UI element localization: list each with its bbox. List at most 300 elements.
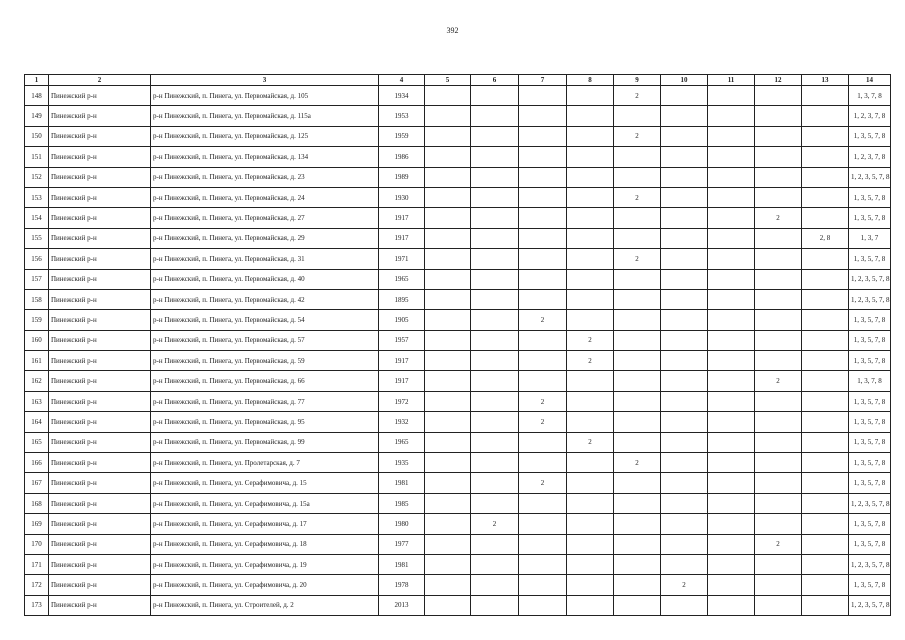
table-row (25, 86, 891, 106)
col14-cell: 1, 3, 5, 7, 8 (849, 208, 891, 228)
district-cell: Пинежский р-н (49, 187, 151, 207)
row-number: 152 (25, 167, 49, 187)
col13-cell: 2, 8 (802, 228, 849, 248)
col12-cell (755, 147, 802, 167)
col8-cell (567, 453, 614, 473)
col9-cell (614, 493, 661, 513)
row-number: 173 (25, 595, 49, 615)
col7-cell (519, 595, 567, 615)
district-cell: Пинежский р-н (49, 432, 151, 452)
column-header-6: 6 (471, 75, 519, 86)
col9-cell (614, 330, 661, 350)
col9-cell (614, 371, 661, 391)
row-number: 157 (25, 269, 49, 289)
col9-cell (614, 575, 661, 595)
col5-cell (425, 473, 471, 493)
address-cell: р-н Пинежский, п. Пинега, ул. Первомайская, д. 29 (151, 228, 379, 248)
address-cell: р-н Пинежский, п. Пинега, ул. Первомайская, д. 66 (151, 371, 379, 391)
col13-cell (802, 187, 849, 207)
col5-cell (425, 249, 471, 269)
col13-cell (802, 432, 849, 452)
col13-cell (802, 493, 849, 513)
col13-cell (802, 453, 849, 473)
col10-cell (661, 289, 708, 309)
col12-cell (755, 595, 802, 615)
col10-cell (661, 249, 708, 269)
col12-cell (755, 167, 802, 187)
row-number: 155 (25, 228, 49, 248)
col14-cell: 1, 3, 7 (849, 228, 891, 248)
col7-cell (519, 167, 567, 187)
col11-cell (708, 554, 755, 574)
col10-cell (661, 269, 708, 289)
col5-cell (425, 310, 471, 330)
column-header-12: 12 (755, 75, 802, 86)
district-cell: Пинежский р-н (49, 269, 151, 289)
district-cell: Пинежский р-н (49, 228, 151, 248)
table-row (25, 147, 891, 167)
col12-cell (755, 514, 802, 534)
col14-cell: 1, 2, 3, 5, 7, 8 (849, 595, 891, 615)
year-cell: 1917 (379, 351, 425, 371)
col5-cell (425, 228, 471, 248)
address-cell: р-н Пинежский, п. Пинега, ул. Первомайская, д. 134 (151, 147, 379, 167)
col14-cell: 1, 3, 5, 7, 8 (849, 575, 891, 595)
col8-cell (567, 289, 614, 309)
col12-cell: 2 (755, 208, 802, 228)
col10-cell (661, 473, 708, 493)
year-cell: 1965 (379, 432, 425, 452)
col13-cell (802, 595, 849, 615)
table-row (25, 289, 891, 309)
col8-cell (567, 514, 614, 534)
column-header-10: 10 (661, 75, 708, 86)
column-header-14: 14 (849, 75, 891, 86)
col9-cell: 2 (614, 126, 661, 146)
row-number: 167 (25, 473, 49, 493)
col7-cell (519, 371, 567, 391)
col13-cell (802, 310, 849, 330)
year-cell: 1917 (379, 208, 425, 228)
row-number: 148 (25, 86, 49, 106)
district-cell: Пинежский р-н (49, 167, 151, 187)
address-cell: р-н Пинежский, п. Пинега, ул. Первомайская, д. 40 (151, 269, 379, 289)
col12-cell (755, 187, 802, 207)
row-number: 165 (25, 432, 49, 452)
year-cell: 1977 (379, 534, 425, 554)
col6-cell (471, 412, 519, 432)
column-header-3: 3 (151, 75, 379, 86)
col9-cell (614, 147, 661, 167)
col14-cell: 1, 3, 5, 7, 8 (849, 514, 891, 534)
col10-cell (661, 106, 708, 126)
row-number: 160 (25, 330, 49, 350)
table-row (25, 514, 891, 534)
district-cell: Пинежский р-н (49, 412, 151, 432)
col14-cell: 1, 2, 3, 5, 7, 8 (849, 269, 891, 289)
year-cell: 2013 (379, 595, 425, 615)
col6-cell (471, 187, 519, 207)
col12-cell (755, 554, 802, 574)
row-number: 162 (25, 371, 49, 391)
table-row (25, 187, 891, 207)
table-row (25, 208, 891, 228)
table-row (25, 534, 891, 554)
col11-cell (708, 534, 755, 554)
col5-cell (425, 371, 471, 391)
district-cell: Пинежский р-н (49, 514, 151, 534)
year-cell: 1917 (379, 228, 425, 248)
row-number: 169 (25, 514, 49, 534)
table-row (25, 473, 891, 493)
address-cell: р-н Пинежский, п. Пинега, ул. Серафимовича, д. 18 (151, 534, 379, 554)
table-row (25, 493, 891, 513)
col5-cell (425, 514, 471, 534)
year-cell: 1934 (379, 86, 425, 106)
col9-cell (614, 554, 661, 574)
col14-cell: 1, 3, 5, 7, 8 (849, 187, 891, 207)
col11-cell (708, 473, 755, 493)
table-row (25, 269, 891, 289)
col7-cell (519, 289, 567, 309)
address-cell: р-н Пинежский, п. Пинега, ул. Первомайская, д. 57 (151, 330, 379, 350)
address-cell: р-н Пинежский, п. Пинега, ул. Серафимовича, д. 19 (151, 554, 379, 574)
col10-cell (661, 86, 708, 106)
col8-cell (567, 269, 614, 289)
col10-cell (661, 330, 708, 350)
col9-cell (614, 391, 661, 411)
table-body (25, 86, 891, 616)
table-row (25, 554, 891, 574)
row-number: 158 (25, 289, 49, 309)
col11-cell (708, 208, 755, 228)
address-cell: р-н Пинежский, п. Пинега, ул. Серафимовича, д. 15а (151, 493, 379, 513)
col8-cell (567, 575, 614, 595)
col7-cell (519, 554, 567, 574)
column-header-5: 5 (425, 75, 471, 86)
year-cell: 1953 (379, 106, 425, 126)
col8-cell (567, 86, 614, 106)
col7-cell (519, 187, 567, 207)
col12-cell (755, 228, 802, 248)
year-cell: 1989 (379, 167, 425, 187)
col6-cell (471, 86, 519, 106)
col13-cell (802, 167, 849, 187)
col12-cell (755, 391, 802, 411)
col8-cell (567, 310, 614, 330)
col11-cell (708, 269, 755, 289)
col10-cell (661, 493, 708, 513)
col8-cell (567, 147, 614, 167)
col5-cell (425, 330, 471, 350)
table-row (25, 575, 891, 595)
col14-cell: 1, 3, 5, 7, 8 (849, 126, 891, 146)
row-number: 168 (25, 493, 49, 513)
col11-cell (708, 453, 755, 473)
col12-cell (755, 432, 802, 452)
district-cell: Пинежский р-н (49, 147, 151, 167)
col6-cell (471, 147, 519, 167)
col8-cell: 2 (567, 351, 614, 371)
district-cell: Пинежский р-н (49, 371, 151, 391)
year-cell: 1905 (379, 310, 425, 330)
col9-cell (614, 228, 661, 248)
col13-cell (802, 147, 849, 167)
col9-cell (614, 473, 661, 493)
col11-cell (708, 228, 755, 248)
col5-cell (425, 106, 471, 126)
col7-cell (519, 249, 567, 269)
col7-cell (519, 575, 567, 595)
col9-cell: 2 (614, 453, 661, 473)
column-header-7: 7 (519, 75, 567, 86)
col13-cell (802, 554, 849, 574)
header-row (25, 75, 891, 86)
col6-cell (471, 249, 519, 269)
col9-cell (614, 412, 661, 432)
column-header-9: 9 (614, 75, 661, 86)
column-header-13: 13 (802, 75, 849, 86)
table-row (25, 432, 891, 452)
col10-cell (661, 167, 708, 187)
col12-cell (755, 269, 802, 289)
col8-cell (567, 412, 614, 432)
col11-cell (708, 106, 755, 126)
col6-cell (471, 493, 519, 513)
column-header-1: 1 (25, 75, 49, 86)
address-cell: р-н Пинежский, п. Пинега, ул. Первомайская, д. 105 (151, 86, 379, 106)
col7-cell: 2 (519, 391, 567, 411)
col9-cell (614, 106, 661, 126)
col14-cell: 1, 2, 3, 5, 7, 8 (849, 493, 891, 513)
col7-cell: 2 (519, 310, 567, 330)
col13-cell (802, 412, 849, 432)
table-row (25, 126, 891, 146)
col11-cell (708, 86, 755, 106)
col12-cell (755, 249, 802, 269)
col14-cell: 1, 3, 7, 8 (849, 86, 891, 106)
col13-cell (802, 514, 849, 534)
address-cell: р-н Пинежский, п. Пинега, ул. Первомайская, д. 27 (151, 208, 379, 228)
col7-cell (519, 330, 567, 350)
col6-cell: 2 (471, 514, 519, 534)
col14-cell: 1, 2, 3, 5, 7, 8 (849, 167, 891, 187)
col9-cell (614, 269, 661, 289)
col8-cell (567, 208, 614, 228)
col10-cell (661, 310, 708, 330)
col5-cell (425, 391, 471, 411)
column-header-2: 2 (49, 75, 151, 86)
col10-cell (661, 453, 708, 473)
col8-cell (567, 106, 614, 126)
col12-cell (755, 126, 802, 146)
col12-cell: 2 (755, 534, 802, 554)
col10-cell (661, 391, 708, 411)
col6-cell (471, 554, 519, 574)
row-number: 166 (25, 453, 49, 473)
col8-cell (567, 391, 614, 411)
district-cell: Пинежский р-н (49, 86, 151, 106)
col10-cell (661, 208, 708, 228)
table-row (25, 391, 891, 411)
year-cell: 1985 (379, 493, 425, 513)
col12-cell (755, 412, 802, 432)
col9-cell: 2 (614, 86, 661, 106)
col13-cell (802, 351, 849, 371)
year-cell: 1917 (379, 371, 425, 391)
district-cell: Пинежский р-н (49, 534, 151, 554)
district-cell: Пинежский р-н (49, 126, 151, 146)
col6-cell (471, 228, 519, 248)
col13-cell (802, 86, 849, 106)
col10-cell (661, 351, 708, 371)
col12-cell (755, 473, 802, 493)
col5-cell (425, 167, 471, 187)
col12-cell (755, 351, 802, 371)
district-cell: Пинежский р-н (49, 575, 151, 595)
col14-cell: 1, 2, 3, 7, 8 (849, 147, 891, 167)
col14-cell: 1, 2, 3, 5, 7, 8 (849, 289, 891, 309)
col6-cell (471, 106, 519, 126)
col13-cell (802, 575, 849, 595)
year-cell: 1986 (379, 147, 425, 167)
col6-cell (471, 310, 519, 330)
row-number: 154 (25, 208, 49, 228)
col11-cell (708, 289, 755, 309)
col11-cell (708, 330, 755, 350)
col9-cell: 2 (614, 249, 661, 269)
col10-cell (661, 534, 708, 554)
district-cell: Пинежский р-н (49, 453, 151, 473)
district-cell: Пинежский р-н (49, 351, 151, 371)
col7-cell (519, 228, 567, 248)
table-row (25, 595, 891, 615)
col11-cell (708, 126, 755, 146)
col11-cell (708, 432, 755, 452)
col14-cell: 1, 3, 5, 7, 8 (849, 330, 891, 350)
col10-cell (661, 554, 708, 574)
col6-cell (471, 391, 519, 411)
col7-cell (519, 208, 567, 228)
row-number: 159 (25, 310, 49, 330)
col6-cell (471, 371, 519, 391)
col5-cell (425, 453, 471, 473)
year-cell: 1895 (379, 289, 425, 309)
col13-cell (802, 106, 849, 126)
district-cell: Пинежский р-н (49, 473, 151, 493)
district-cell: Пинежский р-н (49, 493, 151, 513)
table-row (25, 412, 891, 432)
col7-cell (519, 106, 567, 126)
col8-cell (567, 228, 614, 248)
row-number: 163 (25, 391, 49, 411)
address-cell: р-н Пинежский, п. Пинега, ул. Серафимовича, д. 20 (151, 575, 379, 595)
col14-cell: 1, 3, 5, 7, 8 (849, 310, 891, 330)
col10-cell (661, 187, 708, 207)
col12-cell (755, 453, 802, 473)
address-cell: р-н Пинежский, п. Пинега, ул. Первомайская, д. 31 (151, 249, 379, 269)
address-cell: р-н Пинежский, п. Пинега, ул. Первомайская, д. 95 (151, 412, 379, 432)
col9-cell (614, 310, 661, 330)
col5-cell (425, 432, 471, 452)
row-number: 172 (25, 575, 49, 595)
col13-cell (802, 249, 849, 269)
col5-cell (425, 534, 471, 554)
col14-cell: 1, 3, 7, 8 (849, 371, 891, 391)
table-row (25, 106, 891, 126)
col6-cell (471, 167, 519, 187)
col7-cell (519, 351, 567, 371)
col12-cell (755, 330, 802, 350)
col14-cell: 1, 3, 5, 7, 8 (849, 249, 891, 269)
col7-cell (519, 86, 567, 106)
col8-cell (567, 167, 614, 187)
address-cell: р-н Пинежский, п. Пинега, ул. Первомайская, д. 115а (151, 106, 379, 126)
district-cell: Пинежский р-н (49, 249, 151, 269)
year-cell: 1935 (379, 453, 425, 473)
col10-cell (661, 412, 708, 432)
col10-cell (661, 371, 708, 391)
col5-cell (425, 269, 471, 289)
year-cell: 1978 (379, 575, 425, 595)
year-cell: 1959 (379, 126, 425, 146)
col7-cell (519, 534, 567, 554)
col9-cell (614, 289, 661, 309)
district-cell: Пинежский р-н (49, 391, 151, 411)
year-cell: 1981 (379, 473, 425, 493)
col5-cell (425, 208, 471, 228)
row-number: 171 (25, 554, 49, 574)
col13-cell (802, 534, 849, 554)
year-cell: 1932 (379, 412, 425, 432)
table-row (25, 371, 891, 391)
col6-cell (471, 351, 519, 371)
year-cell: 1971 (379, 249, 425, 269)
col8-cell (567, 554, 614, 574)
col12-cell (755, 493, 802, 513)
col6-cell (471, 473, 519, 493)
col13-cell (802, 371, 849, 391)
col5-cell (425, 289, 471, 309)
col7-cell: 2 (519, 412, 567, 432)
col11-cell (708, 310, 755, 330)
year-cell: 1957 (379, 330, 425, 350)
district-cell: Пинежский р-н (49, 106, 151, 126)
col9-cell (614, 208, 661, 228)
address-cell: р-н Пинежский, п. Пинега, ул. Первомайская, д. 125 (151, 126, 379, 146)
col12-cell (755, 106, 802, 126)
col10-cell (661, 126, 708, 146)
col7-cell (519, 269, 567, 289)
col12-cell (755, 310, 802, 330)
col14-cell: 1, 3, 5, 7, 8 (849, 412, 891, 432)
page-number: 392 (446, 26, 459, 35)
col7-cell (519, 453, 567, 473)
table-row (25, 310, 891, 330)
column-header-8: 8 (567, 75, 614, 86)
col9-cell (614, 514, 661, 534)
col5-cell (425, 493, 471, 513)
col11-cell (708, 493, 755, 513)
address-cell: р-н Пинежский, п. Пинега, ул. Первомайская, д. 24 (151, 187, 379, 207)
col5-cell (425, 351, 471, 371)
district-cell: Пинежский р-н (49, 310, 151, 330)
col9-cell (614, 595, 661, 615)
year-cell: 1980 (379, 514, 425, 534)
year-cell: 1981 (379, 554, 425, 574)
col11-cell (708, 391, 755, 411)
address-cell: р-н Пинежский, п. Пинега, ул. Строителей, д. 2 (151, 595, 379, 615)
